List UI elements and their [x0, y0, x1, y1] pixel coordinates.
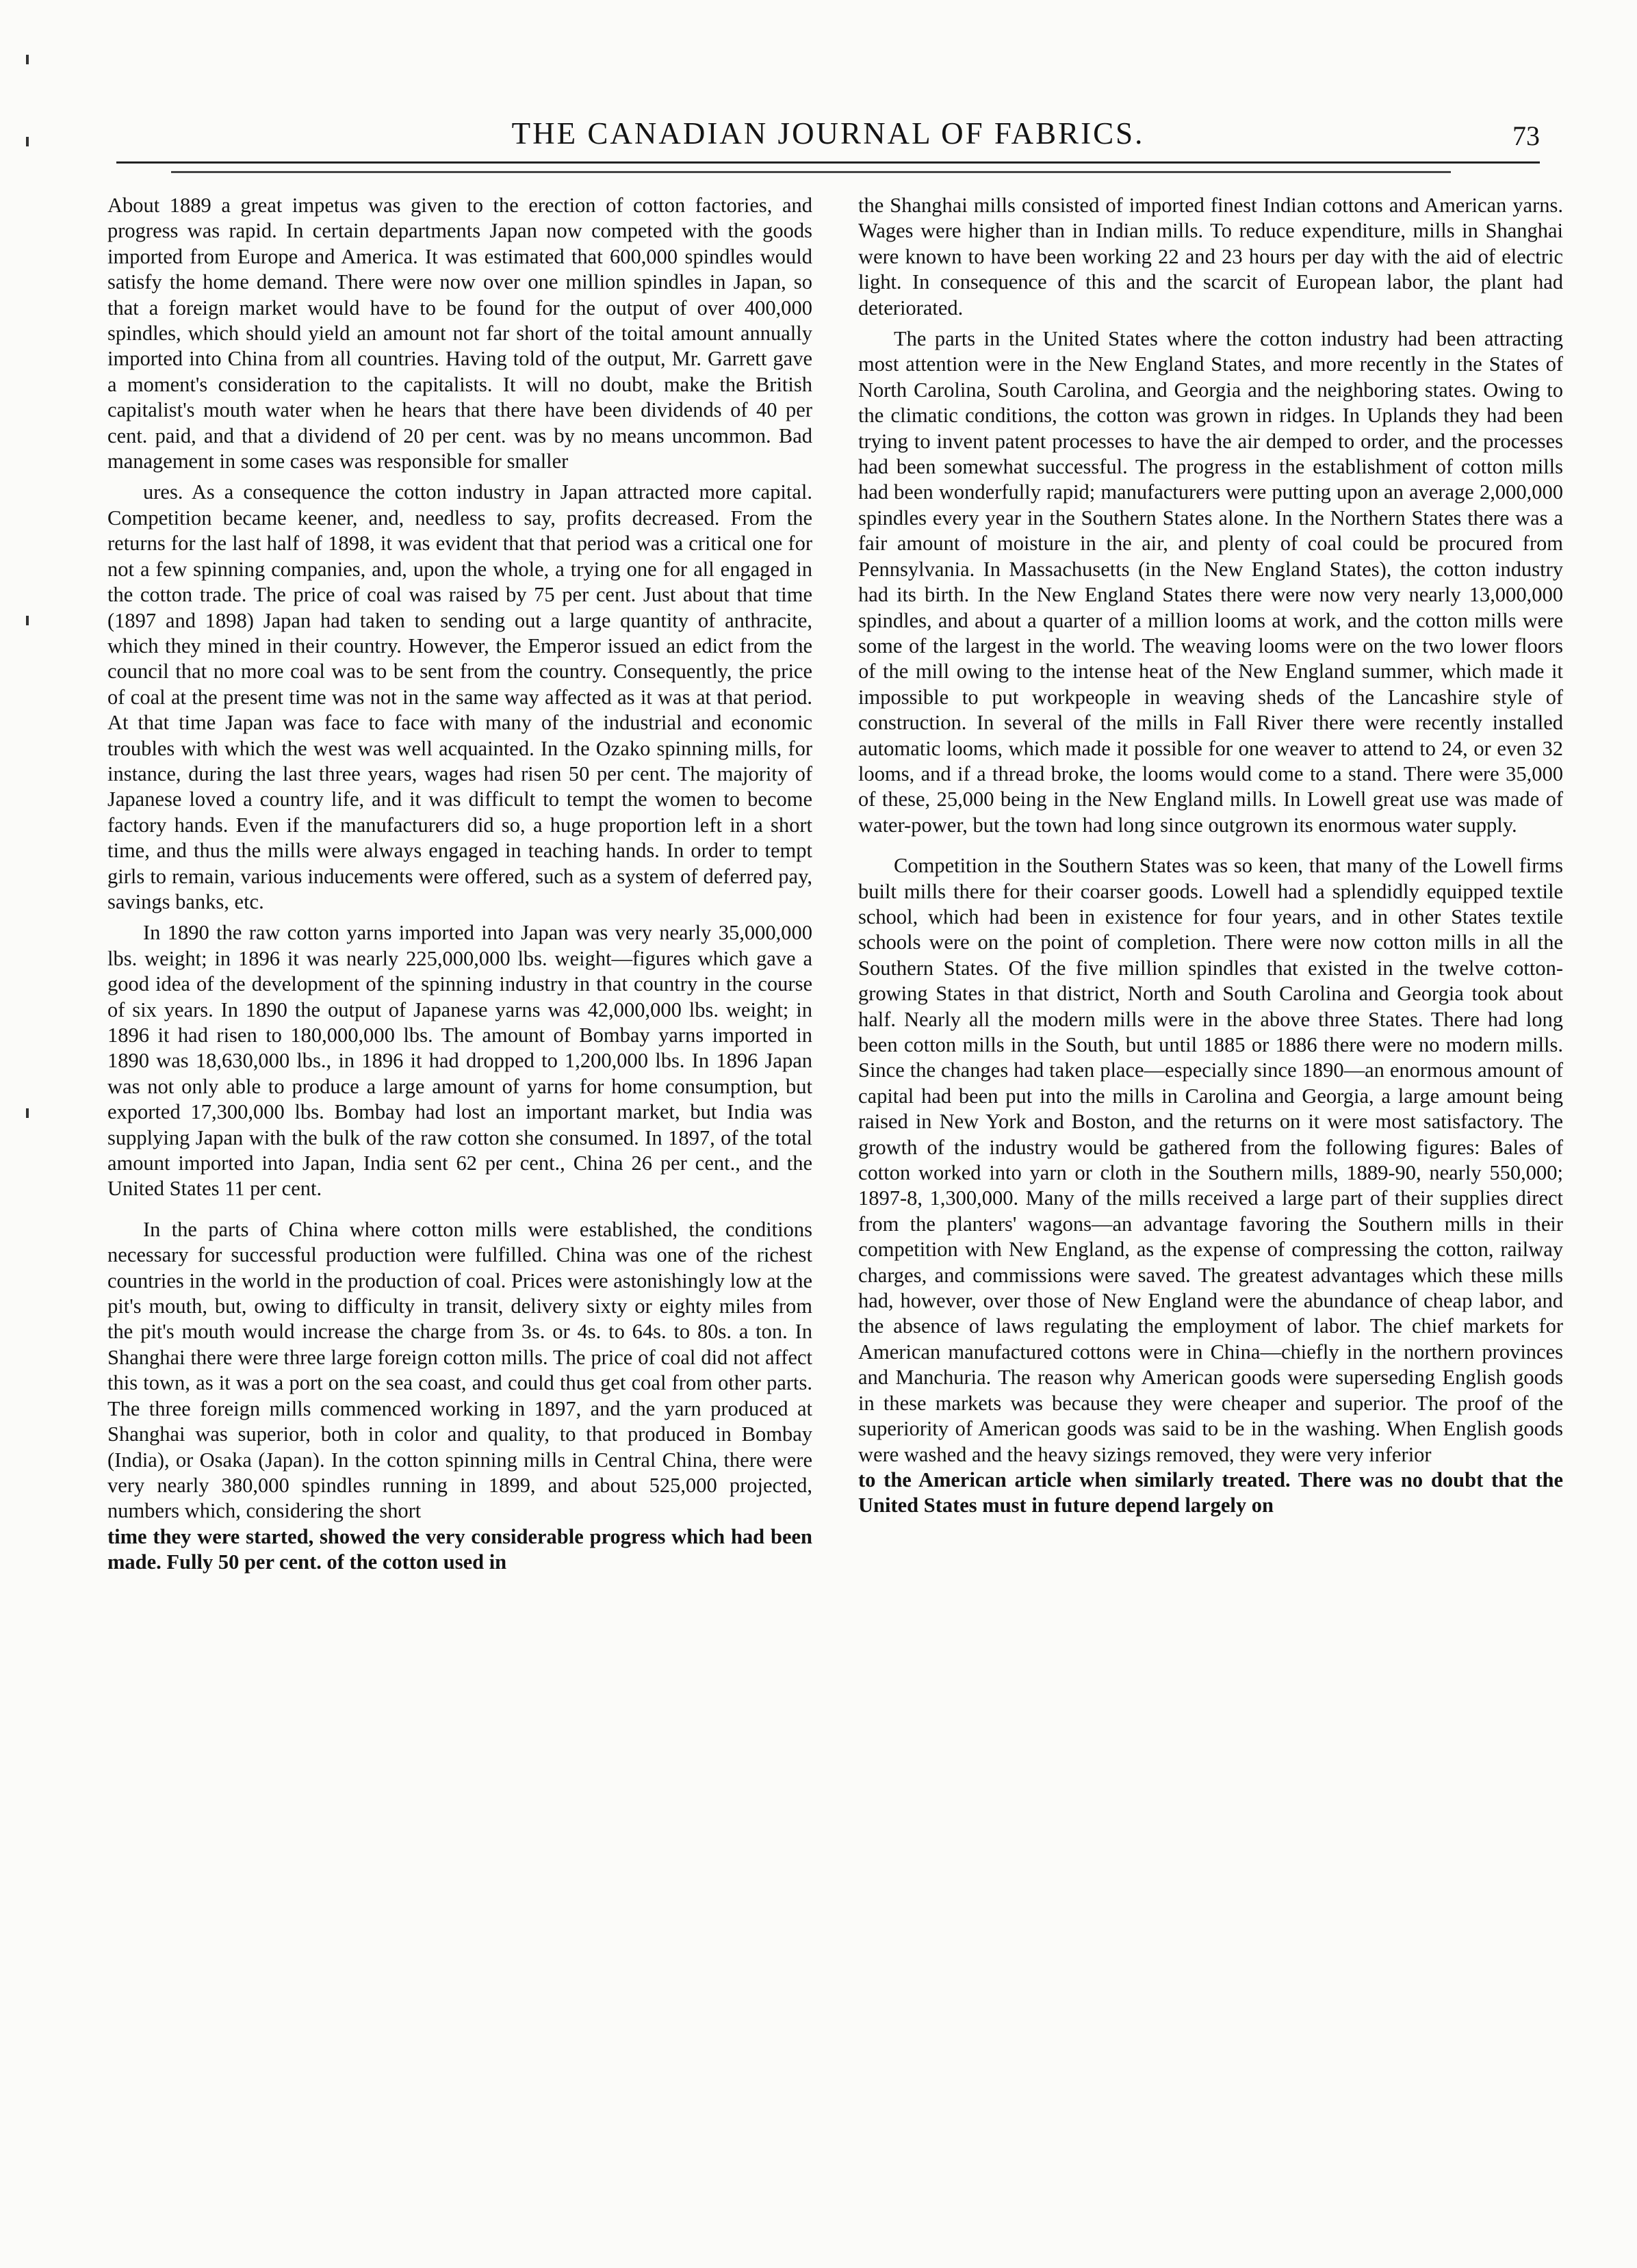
- paragraph: Competition in the Southern States was so keen, that many of the Lowell firms built mills there for their coarser goods. Lowell had a splendidly equipped textile school, which had been in existence for four years, and in other States textile schools were on the point of completion. There were now cotton mills in all the Southern States. Of the five million spindles that existed in the twelve cotton-growing States in that district, North and South Carolina and Georgia took about half. Nearly all the modern mills were in the above three States. There had long been cotton mills in the South, but until 1885 or 1886 there were no modern mills. Since the changes had taken place—especially since 1890—an enormous amount of capital had been put into the mills in Carolina and Georgia, a large amount being raised in New York and Boston, and the returns on it were most satisfactory. The growth of the industry would be gathered from the following figures: Bales of cotton worked into yarn or cloth in the Southern mills, 1889-90, nearly 550,000; 1897-8, 1,300,000. Many of the mills received a large part of their supplies direct from the planters' wagons—an advantage favoring the Southern mills in their competition with New England, as the expense of compressing the cotton, railway charges, and commissions were saved. The greatest advantages which these mills had, however, over those of New England were the abundance of cheap labor, and the absence of laws regulating the employment of labor. The chief markets for American manufactured cottons were in China—chiefly in the northern provinces and Manchuria. The reason why American goods were superseding English goods in these markets was because they were cheaper and superior. The proof of the superiority of American goods was said to be in the washing. When English goods were washed and the heavy sizings removed, they were very inferior: [858, 854, 1563, 1466]
- page-number: 73: [1512, 120, 1540, 151]
- left-column: [107, 193, 812, 1576]
- margin-mark: [26, 137, 29, 146]
- paragraph: The parts in the United States where the cotton industry had been attracting most attention were in the New England States, and more recently in the States of North Carolina, South Carolina, and Georgia and the neighboring states. Owing to the climatic conditions, the cotton was grown in ridges. In Uplands they had been trying to invent patent processes to have the air demped to order, and the processes had been somewhat successful. The progress in the establishment of cotton mills had been wonderfully rapid; manufacturers were putting upon an average 2,000,000 spindles every year in the Southern States alone. In the Northern States there was a fair amount of moisture in the air, and plenty of coal could be procured from Pennsylvania. In Massachusetts (in the New England States), the cotton industry had its birth. In the New England States there were now very nearly 13,000,000 spindles, and about a quarter of a million looms at work, and the cotton mills were some of the largest in the world. The weaving looms were on the two lower floors of the mill owing to the intense heat of the New England summer, which made it impossible to put workpeople in weaving sheds of the Lancashire style of construction. In several of the mills in Fall River there were recently installed automatic looms, which made it possible for one weaver to attend to 24, or even 32 looms, and if a thread broke, the looms would come to a stand. There were 35,000 of these, 25,000 being in the New England mills. In Lowell great use was made of water-power, but the town had long since outgrown its enormous water supply.: [858, 327, 1563, 837]
- margin-mark: [26, 55, 29, 64]
- paragraph-bold-continuation: time they were started, showed the very considerable progress which had been made. Fully 50 per cent. of the cotton used in: [107, 1524, 812, 1574]
- margin-mark: [26, 616, 29, 625]
- paragraph: ures. As a consequence the cotton industry in Japan attracted more capital. Competition became keener, and, needless to say, profits decreased. From the returns for the last half of 1898, it was evident that that period was a critical one for not a few spinning companies, and, upon the whole, a trying one for all engaged in the cotton trade. The price of coal was raised by 75 per cent. Just about that time (1897 and 1898) Japan had taken to sending out a large quantity of anthracite, which they mined in their country. However, the Emperor issued an edict from the council that no more coal was to be sent from the country. Consequently, the price of coal at the present time was not in the same way affected as it was at that period. At that time Japan was face to face with many of the industrial and economic troubles with which the west was well acquainted. In the Ozako spinning mills, for instance, during the last three years, wages had risen 50 per cent. The majority of Japanese loved a country life, and it was difficult to tempt the women to become factory hands. Even if the manufacturers did so, a huge proportion left in a short time, and thus the mills were always engaged in teaching hands. In order to tempt girls to remain, various inducements were offered, such as a system of deferred pay, savings banks, etc.: [107, 480, 812, 913]
- paragraph: About 1889 a great impetus was given to the erection of cotton factories, and progress was rapid. In certain departments Japan now competed with the goods imported from Europe and America. It was estimated that 600,000 spindles would satisfy the home demand. There were now over one million spindles in Japan, so that a foreign market would have to be found for the output of over 400,000 spindles, which should yield an amount not far short of the toital amount annually imported into China from all countries. Having told of the output, Mr. Garrett gave a moment's consideration to the capitalists. It will no doubt, make the British capitalist's mouth water when he hears that there have been dividends of 40 per cent. paid, and that a dividend of 20 per cent. was by no means uncommon. Bad management in some cases was responsible for smaller: [107, 194, 812, 473]
- margin-mark: [26, 1108, 29, 1118]
- right-column: [858, 193, 1563, 1519]
- paragraph: the Shanghai mills consisted of imported finest Indian cottons and American yarns. Wages were higher than in Indian mills. To reduce expenditure, mills in Shanghai were known to have been working 22 and 23 hours per day with the aid of electric light. In consequence of this and the scarcit of European labor, the plant had deteriorated.: [858, 194, 1563, 320]
- paragraph-bold-continuation: to the American article when similarly treated. There was no doubt that the United States must in future depend largely on: [858, 1468, 1563, 1517]
- journal-title: THE CANADIAN JOURNAL OF FABRICS.: [511, 116, 1145, 151]
- header-rule-top: [116, 161, 1540, 164]
- page-header: [116, 113, 1540, 154]
- paragraph: In 1890 the raw cotton yarns imported into Japan was very nearly 35,000,000 lbs. weight; in 1896 it was nearly 225,000,000 lbs. weight—figures which gave a good idea of the development of the spinning industry in that country in the course of six years. In 1890 the output of Japanese yarns was 42,000,000 lbs. weight; in 1896 it had risen to 180,000,000 lbs. The amount of Bombay yarns imported in 1890 was 18,630,000 lbs., in 1896 it had dropped to 1,200,000 lbs. In 1896 Japan was not only able to produce a large amount of yarns for home consumption, but exported 17,300,000 lbs. Bombay had lost an important market, but India was supplying Japan with the bulk of the raw cotton she consumed. In 1897, of the total amount imported into Japan, India sent 62 per cent., China 26 per cent., and the United States 11 per cent.: [107, 921, 812, 1201]
- header-rule-bottom: [171, 171, 1451, 173]
- paragraph: In the parts of China where cotton mills were established, the conditions necessary for successful production were fulfilled. China was one of the richest countries in the world in the production of coal. Prices were astonishingly low at the pit's mouth, but, owing to difficulty in transit, delivery sixty or eighty miles from the pit's mouth would increase the charge from 3s. or 4s. to 64s. to 80s. a ton. In Shanghai there were three large foreign cotton mills. The price of coal did not affect this town, as it was a port on the sea coast, and could thus get coal from other parts. The three foreign mills commenced working in 1897, and the yarn produced at Shanghai was superior, both in color and quality, to that produced in Bombay (India), or Osaka (Japan). In the cotton spinning mills in Central China, there were very nearly 380,000 spindles running in 1899, and about 525,000 projected, numbers which, considering the short: [107, 1217, 812, 1523]
